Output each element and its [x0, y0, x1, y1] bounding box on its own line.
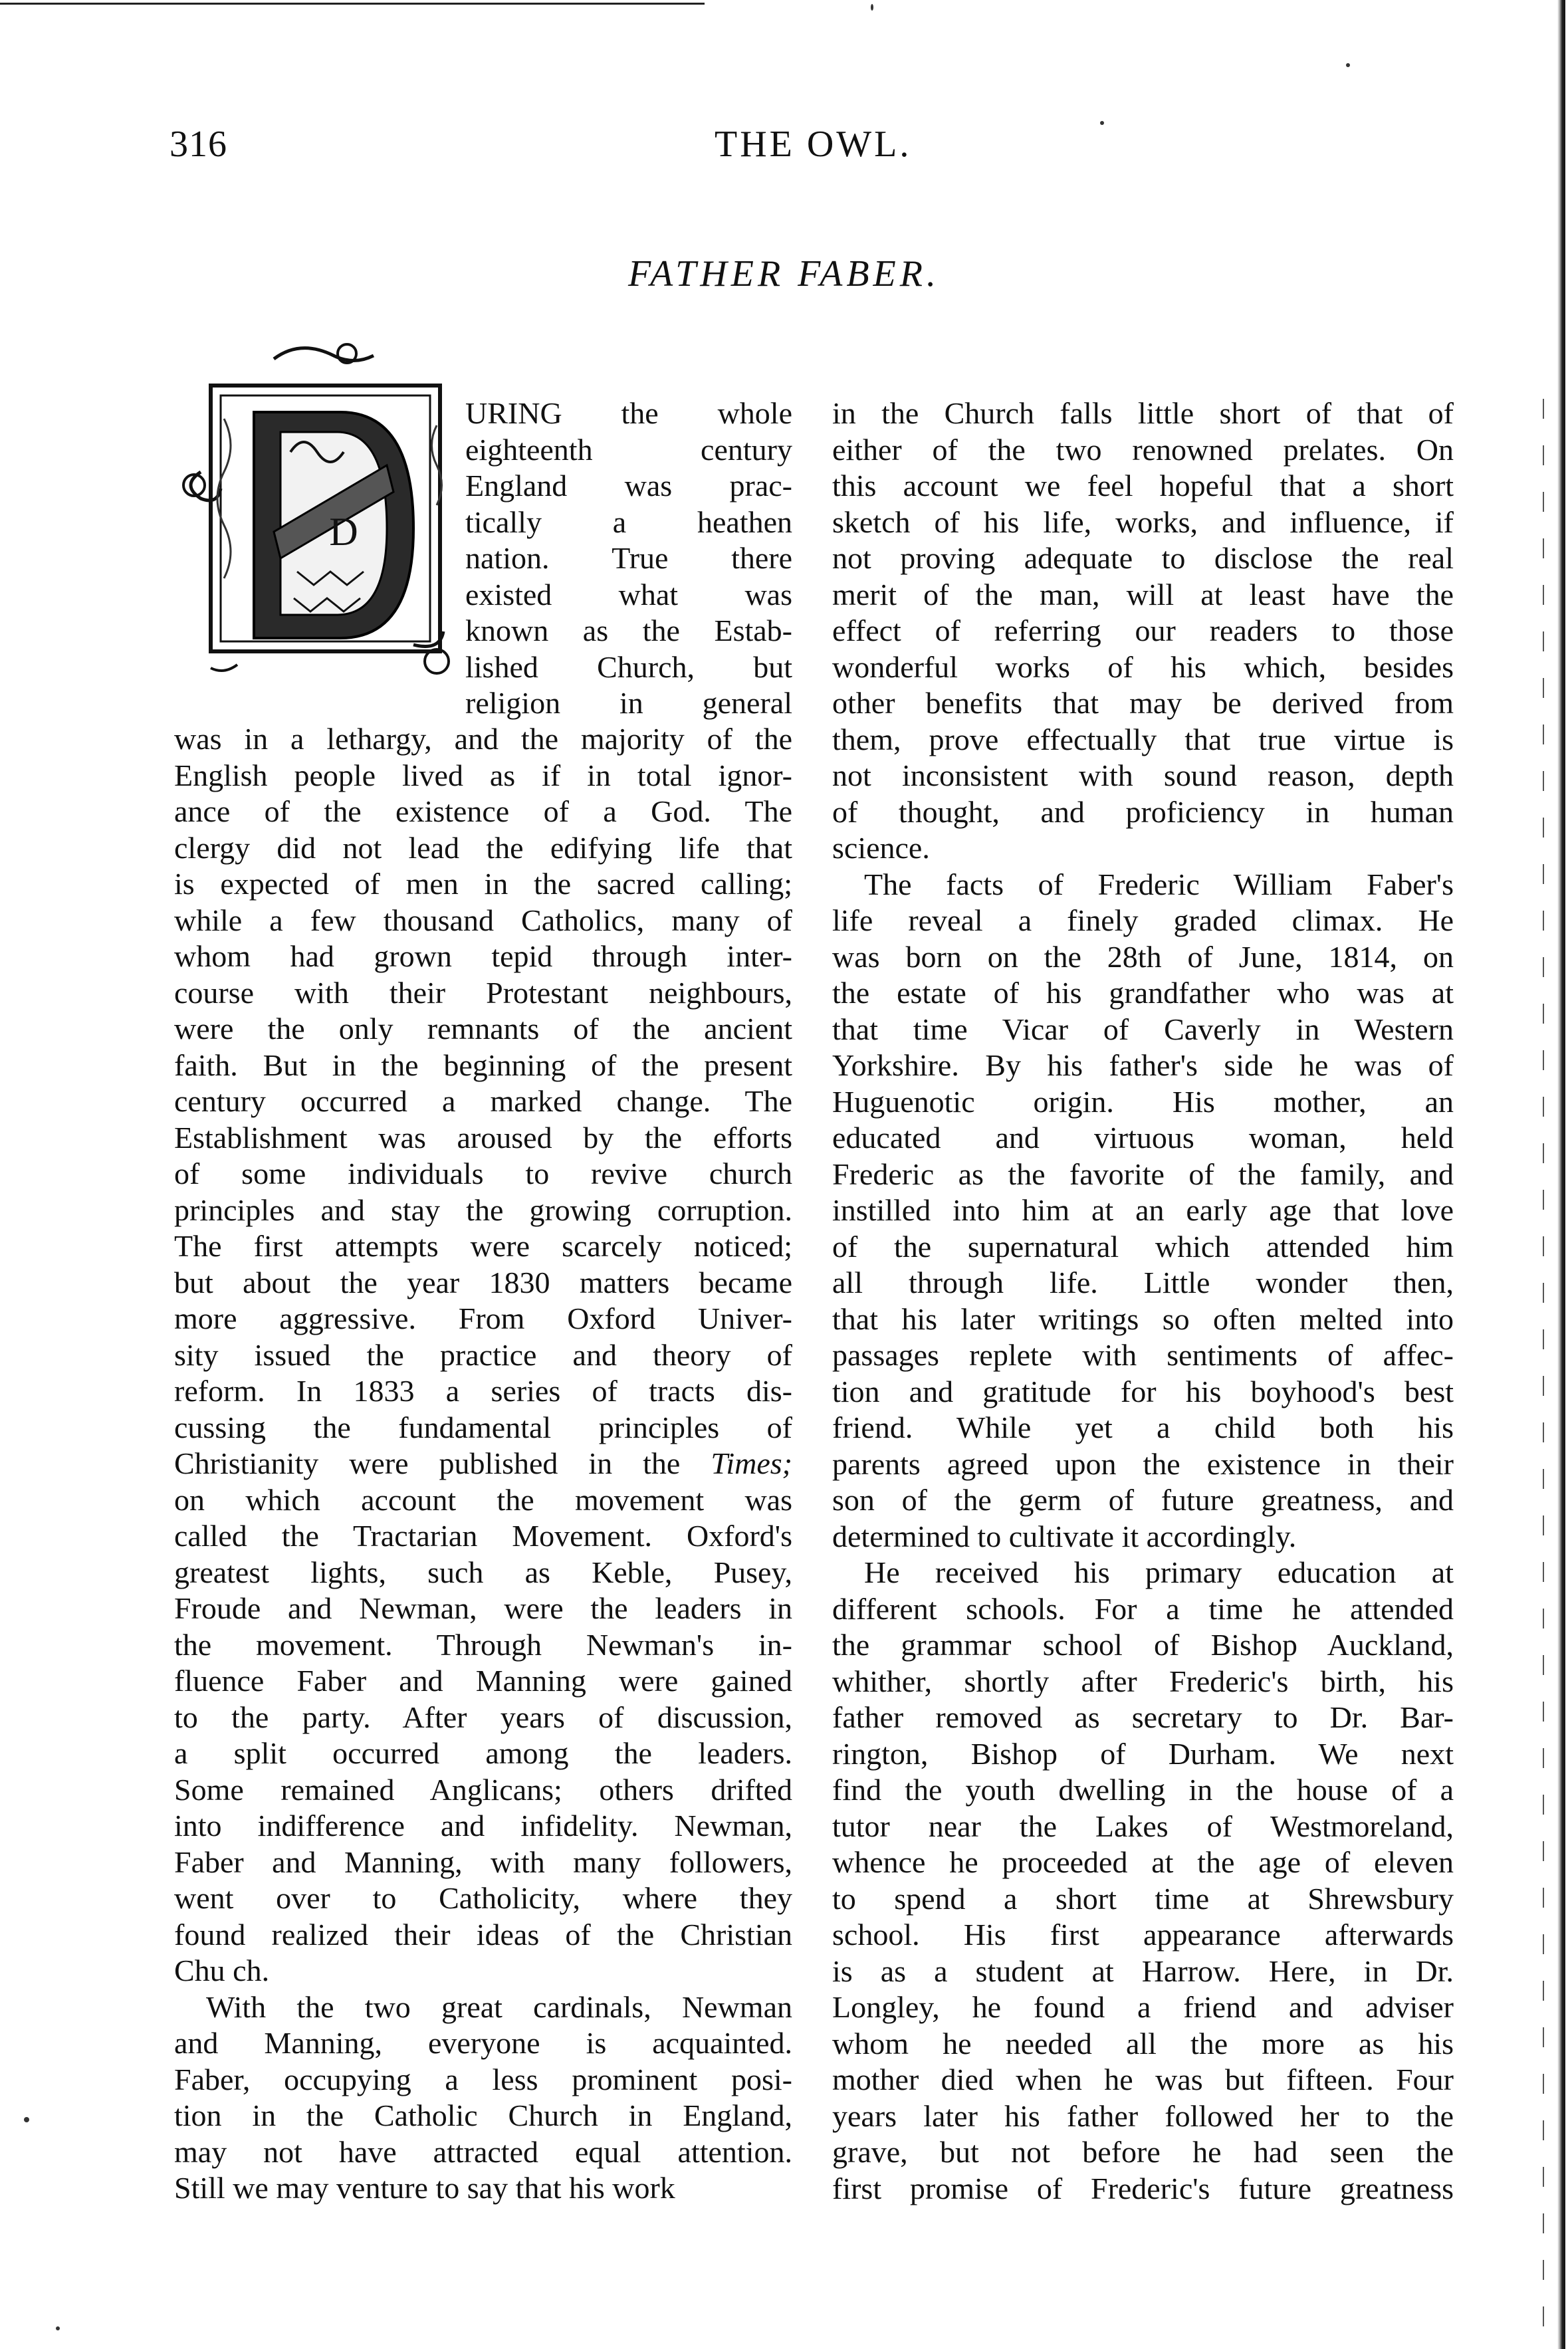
text-line: Faber and Manning, with many followers, [174, 1845, 792, 1879]
scan-edge-dashes [1543, 399, 1544, 2326]
text-line: was born on the 28th of June, 1814, on [832, 939, 1454, 974]
text-line: Froude and Newman, were the leaders in [174, 1591, 792, 1625]
text-line: first promise of Frederic's future greatness [832, 2171, 1454, 2205]
text-line: reform. In 1833 a series of tracts dis- [174, 1374, 792, 1408]
text-line: son of the germ of future greatness, and [832, 1483, 1454, 1517]
text-line: Faber, occupying a less prominent posi- [174, 2062, 792, 2096]
text-line: century occurred a marked change. The [174, 1084, 792, 1118]
text-line: tion in the Catholic Church in England, [174, 2098, 792, 2132]
text-line: known as the Estab- [465, 614, 792, 647]
text-line: The first attempts were scarcely noticed; [174, 1229, 792, 1263]
text-line: either of the two renowned prelates. On [832, 432, 1454, 467]
text-line: is expected of men in the sacred calling; [174, 867, 792, 901]
text-line: instilled into him at an early age that love [832, 1193, 1454, 1227]
running-title: THE OWL. [715, 124, 912, 165]
text-line: life reveal a finely graded climax. He [832, 903, 1454, 937]
text-line: were the only remnants of the ancient [174, 1012, 792, 1046]
scan-speck [1346, 63, 1350, 67]
text-line: fluence Faber and Manning were gained [174, 1664, 792, 1698]
text-line: eighteenth century [465, 432, 792, 467]
text-line: school. His first appearance afterwards [832, 1918, 1454, 1952]
text-line: found realized their ideas of the Christian [174, 1917, 792, 1952]
text-line: that his later writings so often melted into [832, 1301, 1454, 1336]
text-line: called the Tractarian Movement. Oxford's [174, 1519, 792, 1553]
text-line: principles and stay the growing corruption. [174, 1192, 792, 1227]
text-line: nation. True there [465, 541, 792, 575]
scan-speck [871, 4, 873, 11]
text-line: whence he proceeded at the age of eleven [832, 1845, 1454, 1879]
text-line: all through life. Little wonder then, [832, 1266, 1454, 1299]
page-number: 316 [169, 124, 227, 165]
article-title: FATHER FABER. [628, 253, 940, 294]
text-line: the movement. Through Newman's in- [174, 1627, 792, 1662]
text-line: effect of referring our readers to those [832, 614, 1454, 647]
text-line: the estate of his grandfather who was at [832, 976, 1454, 1010]
text-line: He received his primary education at [864, 1555, 1454, 1589]
text-line: Christianity were published in the Times; [174, 1446, 792, 1480]
text-line: mother died when he was but fifteen. Four [832, 2063, 1454, 2096]
text-line: rington, Bishop of Durham. We next [832, 1736, 1454, 1771]
text-line: different schools. For a time he attended [832, 1591, 1454, 1626]
text-line: not inconsistent with sound reason, depth [832, 758, 1454, 792]
scan-edge-shadow [1557, 0, 1565, 2349]
text-line: father removed as secretary to Dr. Bar- [832, 1700, 1454, 1734]
text-line: cussing the fundamental principles of [174, 1410, 792, 1444]
text-line: sketch of his life, works, and influence, if [832, 504, 1454, 539]
text-line: is as a student at Harrow. Here, in Dr. [832, 1954, 1454, 1988]
text-line: in the Church falls little short of that of [832, 396, 1454, 430]
text-line: passages replete with sentiments of affec- [832, 1338, 1454, 1372]
text-line: whom had grown tepid through inter- [174, 939, 792, 973]
text-line: on which account the movement was [174, 1482, 792, 1517]
text-line: faith. But in the beginning of the present [174, 1048, 792, 1082]
text-line: Some remained Anglicans; others drifted [174, 1772, 792, 1807]
dropcap-letter: D [329, 510, 358, 554]
text-line: went over to Catholicity, where they [174, 1881, 792, 1915]
ornamental-dropcap [174, 332, 467, 695]
text-line: while a few thousand Catholics, many of [174, 903, 792, 937]
text-line: existed what was [465, 577, 792, 612]
text-line: merit of the man, will at least have the [832, 577, 1454, 612]
text-line: tically a heathen [465, 504, 792, 539]
text-line: Chu ch. [174, 1954, 270, 1987]
text-line: ance of the existence of a God. The [174, 794, 792, 828]
text-line: parents agreed upon the existence in their [832, 1446, 1454, 1481]
text-line: Huguenotic origin. His mother, an [832, 1084, 1454, 1119]
text-line: Yorkshire. By his father's side he was of [832, 1048, 1454, 1082]
text-line: other benefits that may be derived from [832, 686, 1454, 720]
text-line: wonderful works of his which, besides [832, 649, 1454, 684]
text-line: a split occurred among the leaders. [174, 1736, 792, 1770]
text-line: Longley, he found a friend and adviser [832, 1990, 1454, 2024]
text-line: but about the year 1830 matters became [174, 1265, 792, 1299]
text-line: With the two great cardinals, Newman [206, 1989, 792, 2024]
opening-wrapped-lines [465, 395, 792, 722]
text-line: grave, but not before he had seen the [832, 2135, 1454, 2169]
text-line: may not have attracted equal attention. [174, 2134, 792, 2169]
text-line: was in a lethargy, and the majority of the [174, 722, 792, 756]
text-line: sity issued the practice and theory of [174, 1337, 792, 1372]
text-line: of thought, and proficiency in human [832, 794, 1454, 829]
text-line: lished Church, but [465, 649, 792, 684]
text-line: determined to cultivate it accordingly. [832, 1519, 1297, 1553]
text-line: England was prac- [465, 469, 792, 503]
text-line: the grammar school of Bishop Auckland, [832, 1628, 1454, 1662]
text-line: more aggressive. From Oxford Univer- [174, 1301, 792, 1335]
scan-speck [24, 2117, 29, 2122]
right-column [832, 395, 1454, 2207]
text-line: of the supernatural which attended him [832, 1229, 1454, 1264]
text-line: find the youth dwelling in the house of a [832, 1773, 1454, 1807]
text-line: to the party. After years of discussion, [174, 1700, 792, 1734]
scan-speck [56, 2326, 60, 2330]
text-line: Frederic as the favorite of the family, and [832, 1157, 1454, 1191]
page-header [0, 123, 1568, 176]
text-line: years later his father followed her to the [832, 2098, 1454, 2133]
left-column [174, 721, 792, 2207]
text-line: whom he needed all the more as his [832, 2026, 1454, 2061]
text-line: Still we may venture to say that his work [174, 2171, 675, 2205]
text-line: tutor near the Lakes of Westmoreland, [832, 1809, 1454, 1843]
text-line: religion in general [465, 686, 792, 720]
text-line: friend. While yet a child both his [832, 1410, 1454, 1444]
text-line: tion and gratitude for his boyhood's best [832, 1374, 1454, 1408]
text-line: educated and virtuous woman, held [832, 1121, 1454, 1155]
text-line: English people lived as if in total ignor- [174, 758, 792, 792]
text-line: this account we feel hopeful that a short [832, 469, 1454, 503]
text-line: whither, shortly after Frederic's birth, his [832, 1664, 1454, 1698]
text-line: into indifference and infidelity. Newman, [174, 1809, 792, 1843]
text-line: URING the whole [465, 396, 792, 430]
top-rule [0, 3, 705, 5]
text-line: of some individuals to revive church [174, 1157, 792, 1190]
text-line: science. [832, 831, 930, 865]
text-line: clergy did not lead the edifying life that [174, 830, 792, 865]
text-line: to spend a short time at Shrewsbury [832, 1881, 1454, 1916]
text-line: and Manning, everyone is acquainted. [174, 2026, 792, 2060]
text-line: course with their Protestant neighbours, [174, 975, 792, 1010]
ornamental-dropcap-illustration [174, 332, 467, 695]
text-line: greatest lights, such as Keble, Pusey, [174, 1555, 792, 1589]
text-line: Establishment was aroused by the efforts [174, 1120, 792, 1155]
text-line: not proving adequate to disclose the real [832, 541, 1454, 575]
text-line: The facts of Frederic William Faber's [864, 867, 1454, 901]
text-line: that time Vicar of Caverly in Western [832, 1012, 1454, 1046]
text-line: them, prove effectually that true virtue is [832, 722, 1454, 756]
